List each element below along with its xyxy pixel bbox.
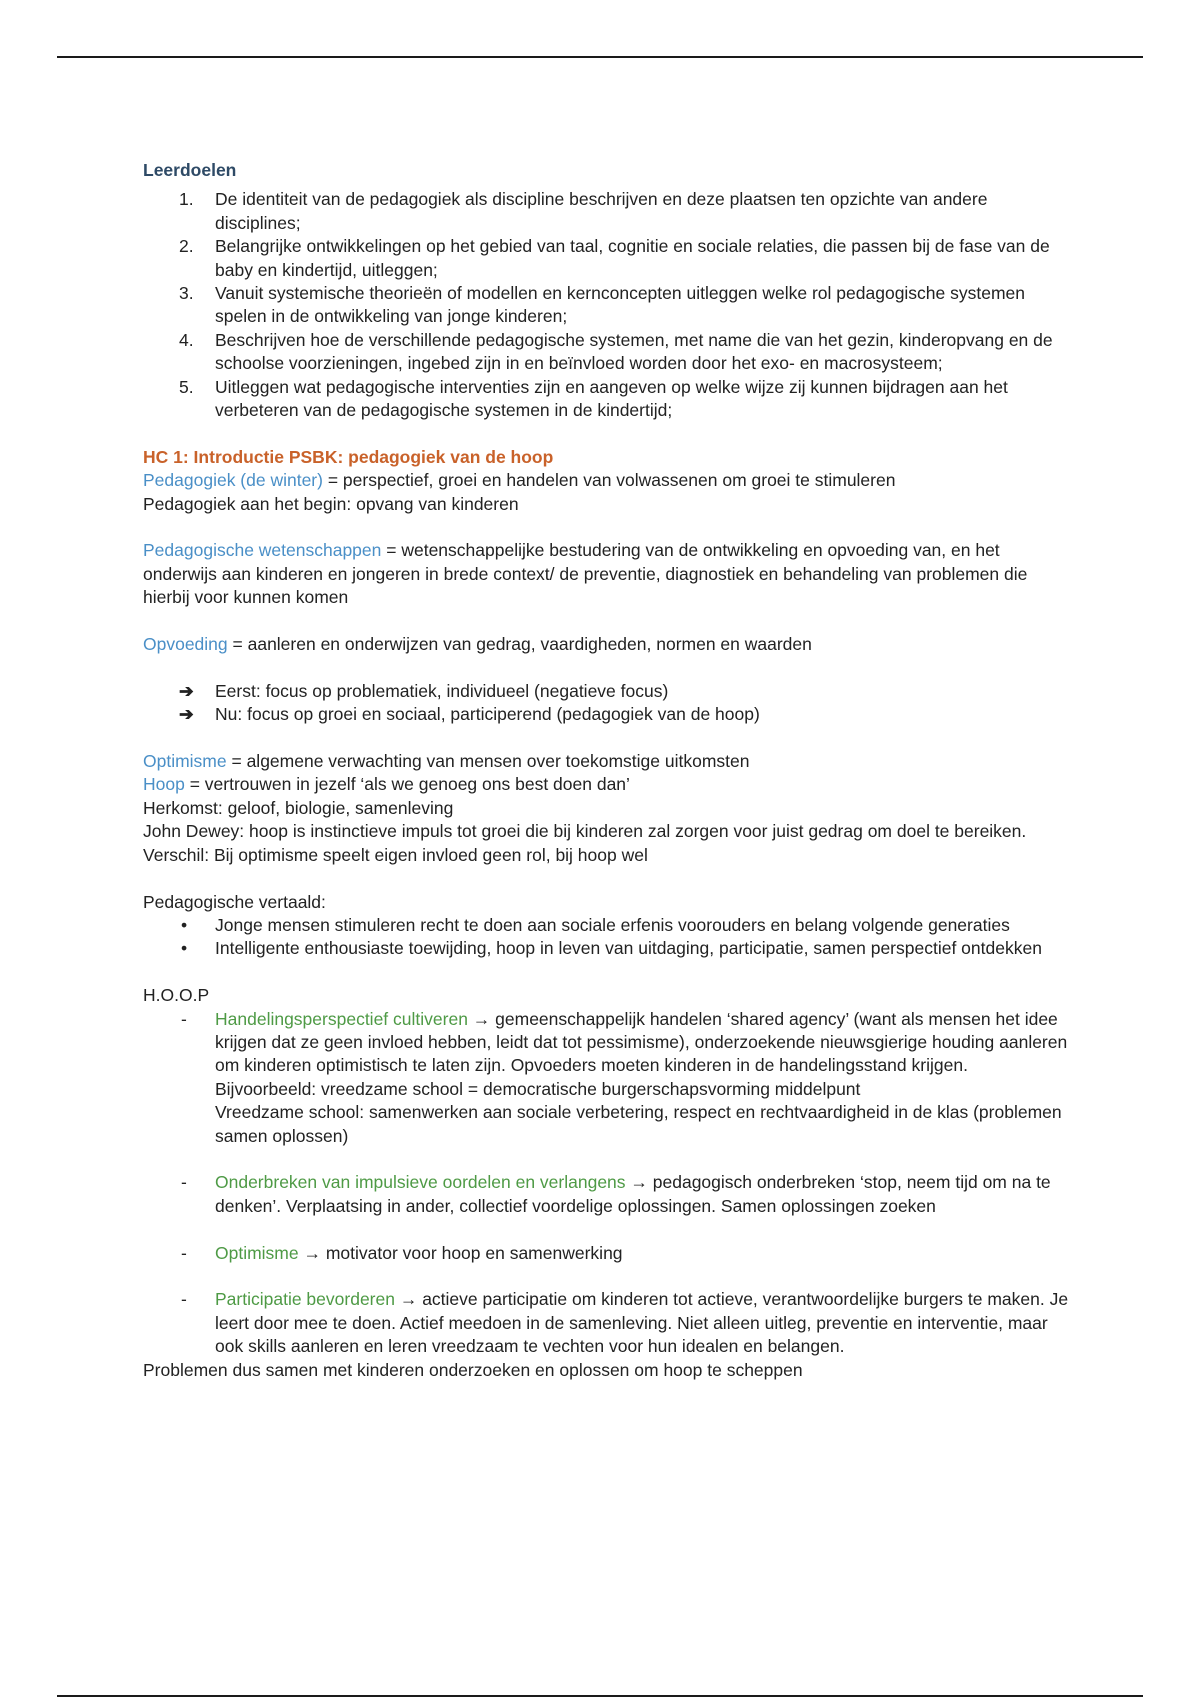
list-item [143, 376, 1073, 423]
list-text: Nu: focus op groei en sociaal, participerend (pedagogiek van de hoop) [215, 704, 760, 725]
term: Onderbreken van impulsieve oordelen en verlangens [215, 1172, 626, 1193]
list-item [143, 1288, 1073, 1358]
example-line: Vreedzame school: samenwerken aan sociale verbetering, respect en rechtvaardigheid in de klas (problemen samen oplossen) [215, 1102, 1062, 1146]
definition-text: = perspectief, groei en handelen van volwassenen om groei te stimuleren [322, 470, 896, 491]
list-item [143, 937, 1073, 960]
bottom-rule [57, 1695, 1143, 1697]
hoop-dash-list [143, 1008, 1073, 1359]
list-text: Beschrijven hoe de verschillende pedagogische systemen, met name die van het gezin, kinderopvang en de schoolse voorzieningen, ingebed zijn in en beïnvloed worden door het exo- en macrosysteem; [215, 329, 1053, 374]
list-item [143, 914, 1073, 937]
list-item [143, 282, 1073, 329]
list-number: 5. [179, 376, 194, 397]
term: Pedagogische wetenschappen [143, 540, 382, 561]
focus-arrow-list [143, 680, 1073, 727]
paragraph: John Dewey: hoop is instinctieve impuls tot groei die bij kinderen zal zorgen voor juist gedrag om doel te bereiken. [143, 821, 1027, 842]
list-item [143, 188, 1073, 235]
dash-icon: - [181, 1172, 187, 1193]
bullet-icon: • [181, 938, 188, 959]
term: Optimisme [215, 1242, 299, 1263]
learning-goals-heading: Leerdoelen [143, 160, 237, 180]
list-text: Uitleggen wat pedagogische interventies zijn en aangeven op welke wijze zij kunnen bijdragen aan het verbeteren van de pedagogische systemen in de kindertijd; [215, 376, 1008, 421]
list-item [143, 1171, 1073, 1218]
list-item [143, 1008, 1073, 1148]
list-item [143, 680, 1073, 703]
dash-icon: - [181, 1008, 187, 1029]
list-item [143, 1242, 1073, 1265]
list-item [143, 329, 1073, 376]
definition-optimisme [143, 750, 1073, 773]
list-number: 4. [179, 329, 194, 350]
list-item [143, 703, 1073, 726]
definition-text: = vertrouwen in jezelf ‘als we genoeg ons best doen dan’ [184, 774, 630, 795]
list-number: 2. [179, 236, 194, 257]
paragraph: Verschil: Bij optimisme speelt eigen invloed geen rol, bij hoop wel [143, 844, 648, 865]
arrow-icon: ➔ [179, 704, 194, 725]
list-text: Vanuit systemische theorieën of modellen en kernconcepten uitleggen welke rol pedagogische systemen spelen in de ontwikkeling van jonge kinderen; [215, 283, 1026, 327]
bullet-icon: • [181, 914, 188, 935]
list-text: → pedagogisch onderbreken ‘stop, neem tijd om na te denken’. Verplaatsing in ander, collectief voordelige oplossingen. Samen oplossingen zoeken [215, 1172, 1051, 1216]
term: Handelingsperspectief cultiveren [215, 1008, 468, 1029]
hoop-acronym-heading: H.O.O.P [143, 985, 210, 1006]
list-text: De identiteit van de pedagogiek als discipline beschrijven en deze plaatsen ten opzichte van andere disciplines; [215, 189, 988, 233]
list-text: Belangrijke ontwikkelingen op het gebied van taal, cognitie en sociale relaties, die passen bij de fase van de baby en kindertijd, uitleggen; [215, 236, 1050, 280]
definition-text: = aanleren en onderwijzen van gedrag, vaardigheden, normen en waarden [227, 634, 812, 655]
hc1-heading: HC 1: Introductie PSBK: pedagogiek van de hoop [143, 446, 554, 467]
paragraph: Pedagogiek aan het begin: opvang van kinderen [143, 493, 519, 514]
list-number: 3. [179, 283, 194, 304]
vertaald-heading: Pedagogische vertaald: [143, 891, 326, 912]
term: Opvoeding [143, 634, 228, 655]
list-text: → gemeenschappelijk handelen ‘shared agency’ (want als mensen het idee krijgen dat ze geen invloed hebben, leidt dat tot pessimisme), onderzoekende nieuwsgierige houding aanleren om kinderen optimistisch te laten zijn. Opvoeders moeten kinderen in de handelingsstand krijgen. [215, 1008, 1068, 1076]
dash-icon: - [181, 1242, 187, 1263]
list-text: → actieve participatie om kinderen tot actieve, verantwoordelijke burgers te maken. Je leert door mee te doen. Actief meedoen in de samenleving. Niet alleen uitleg, preventie en interventie, maar ook skills aanleren en leren vreedzaam te vechten voor hun idealen en belangen. [215, 1289, 1069, 1357]
term: Hoop [143, 774, 185, 795]
definition-hoop [143, 773, 1073, 796]
paragraph: Herkomst: geloof, biologie, samenleving [143, 797, 454, 818]
definition-text: = algemene verwachting van mensen over toekomstige uitkomsten [226, 751, 750, 772]
list-text: → motivator voor hoop en samenwerking [298, 1242, 623, 1263]
definition-opvoeding [143, 633, 1073, 656]
term: Pedagogiek (de winter) [143, 470, 323, 491]
conclusion: Problemen dus samen met kinderen onderzoeken en oplossen om hoop te scheppen [143, 1359, 803, 1380]
example-line: Bijvoorbeeld: vreedzame school = democratische burgerschapsvorming middelpunt [215, 1078, 861, 1099]
top-rule [57, 56, 1143, 58]
definition-wetenschappen [143, 539, 1073, 609]
list-item [143, 235, 1073, 282]
list-number: 1. [179, 189, 194, 210]
term: Optimisme [143, 751, 227, 772]
list-text: Intelligente enthousiaste toewijding, hoop in leven van uitdaging, participatie, samen perspectief ontdekken [215, 938, 1042, 959]
definition-text: = wetenschappelijke bestudering van de ontwikkeling en opvoeding van, en het onderwijs aan kinderen en jongeren in brede context/ de preventie, diagnostiek en behandeling van problemen die hierbij voor kunnen komen [143, 540, 1028, 608]
arrow-icon: ➔ [179, 680, 194, 701]
learning-goals-list [143, 188, 1073, 422]
list-text: Jonge mensen stimuleren recht te doen aan sociale erfenis voorouders en belang volgende generaties [215, 914, 1010, 935]
definition-pedagogiek [143, 469, 1073, 492]
list-text: Eerst: focus op problematiek, individueel (negatieve focus) [215, 680, 669, 701]
term: Participatie bevorderen [215, 1289, 395, 1310]
document-body [143, 159, 1073, 1382]
vertaald-bullet-list [143, 914, 1073, 961]
dash-icon: - [181, 1289, 187, 1310]
